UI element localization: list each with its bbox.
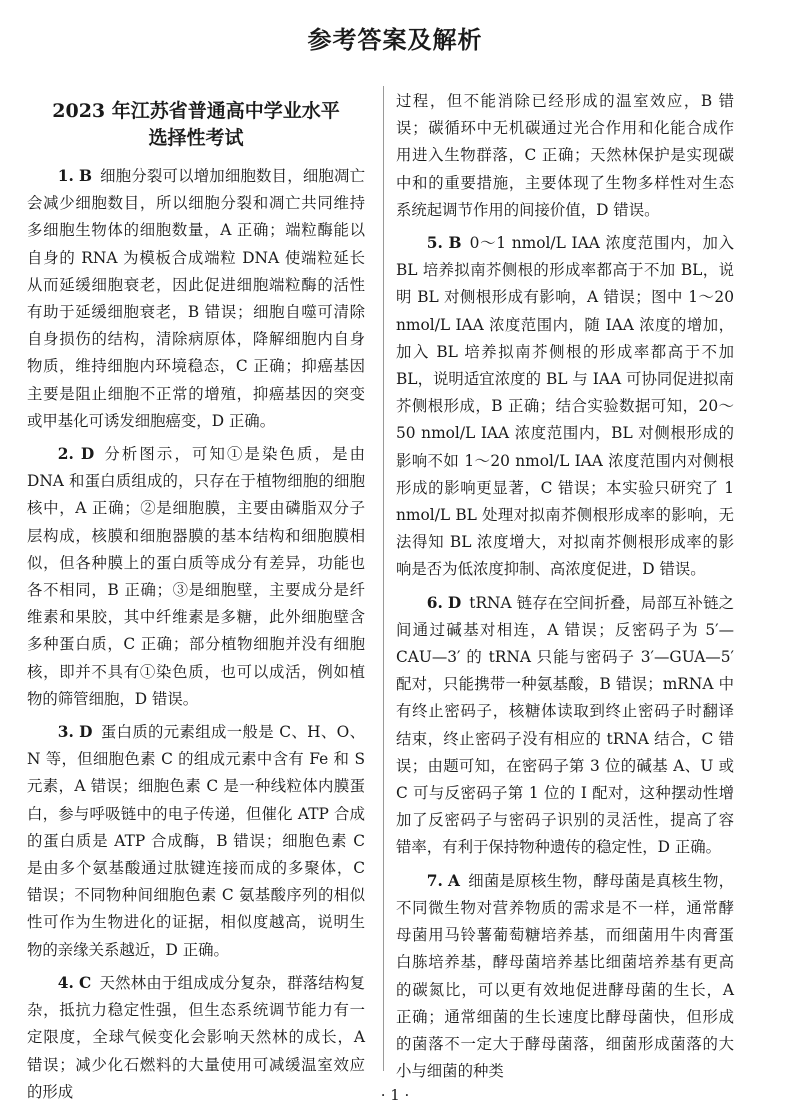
page-title: 参考答案及解析 xyxy=(307,26,483,54)
page-number: · 1 · xyxy=(380,1086,410,1104)
section-title xyxy=(27,98,365,152)
question-answer: D xyxy=(79,723,93,742)
answer-item-7 xyxy=(396,868,734,1086)
question-answer: D xyxy=(447,593,462,612)
question-number: 4. xyxy=(57,973,74,992)
answer-explanation: 天然林由于组成成分复杂，群落结构复杂，抵抗力稳定性强，但生态系统调节能力有一定限度，全球气候变化会影响天然林的成长，A 错误；减少化石燃料的大量使用可减缓温室效应的形成 xyxy=(27,973,365,1101)
column-divider xyxy=(383,86,384,1071)
answer-item-6 xyxy=(396,590,734,862)
question-answer: D xyxy=(80,445,95,464)
answer-item-5 xyxy=(396,230,734,584)
question-answer: B xyxy=(78,167,92,185)
answer-explanation: 细菌是原核生物，酵母菌是真核生物，不同微生物对营养物质的需求是不一样，通常酵母菌用马铃薯葡萄糖培养基，而细菌用牛肉膏蛋白胨培养基，酵母菌培养基比细菌培养基有更高的碳氮比，可以更有效地促进酵母菌的生长，A 正确；通常细菌的生长速度比酵母菌快，但形成的菌落不一定大于酵母菌落，细菌形成菌落的大小与细菌的种类 xyxy=(396,871,734,1081)
question-answer: B xyxy=(448,234,462,253)
question-number: 1. xyxy=(57,167,74,185)
question-number: 7. xyxy=(426,871,443,890)
section-title-line-1: 2023 年江苏省普通高中学业水平 xyxy=(52,100,340,122)
question-number: 3. xyxy=(57,723,74,742)
answer-explanation: tRNA 链存在空间折叠，局部互补链之间通过碱基对相连，A 错误；反密码子为 5′—CAU—3′ 的 tRNA 只能与密码子 3′—GUA—5′配对，只能携带一种氨基酸，B 错误；mRNA 中有终止密码子，核糖体读取到终止密码子时翻译结束，终止密码子没有相应的 tRNA 结合，C 错误；由题可知，在密码子第 3 位的碱基 A、U 或 C 可与反密码子第 1 位的 I 配对，这种摆动性增加了反密码子与密码子识别的灵活性，提高了容错率，有利于保持物种遗传的稳定性，D 正确。 xyxy=(396,593,734,857)
answer-item-2 xyxy=(27,441,365,713)
answer-item-1 xyxy=(27,163,365,435)
question-answer: C xyxy=(79,973,92,992)
answer-item-4-continued xyxy=(396,88,734,224)
answer-explanation: 细胞分裂可以增加细胞数目，细胞凋亡会减少细胞数目，所以细胞分裂和凋亡共同维持多细胞生物体的细胞数量，A 正确；端粒酶能以自身的 RNA 为模板合成端粒 DNA 使端粒延长从而延缓细胞衰老，因此促进细胞端粒酶的活性有助于延缓细胞衰老，B 错误；细胞自噬可清除自身损伤的结构，清除病原体，降解细胞内自身物质，维持细胞内环境稳态，C 正确；抑癌基因主要是阻止细胞不正常的增殖，抑癌基因的突变或甲基化可诱发细胞癌变，D 正确。 xyxy=(27,167,365,430)
left-column xyxy=(27,88,365,1112)
question-number: 5. xyxy=(426,234,443,253)
question-number: 6. xyxy=(426,593,443,612)
answer-explanation: 0～1 nmol/L IAA 浓度范围内，加入 BL 培养拟南芥侧根的形成率都高于不加 BL，说明 BL 对侧根形成有影响，A 错误；图中 1～20 nmol/L IAA 浓度范围内，随 IAA 浓度的增加，加入 BL 培养拟南芥侧根的形成率都高于不加 BL，说明适宜浓度的 BL 与 IAA 可协同促进拟南芥侧根形成，B 正确；结合实验数据可知，20～50 nmol/L IAA 浓度范围内，BL 对侧根形成的影响不如 1～20 nmol/L IAA 浓度范围内对侧根形成的影响更显著，C 错误；本实验只研究了 1 nmol/L BL 处理对拟南芥侧根形成率的影响，无法得知 BL 浓度增大，对拟南芥侧根形成率的影响是否为低浓度抑制、高浓度促进，D 错误。 xyxy=(396,234,734,579)
question-answer: A xyxy=(448,871,460,890)
answer-explanation: 蛋白质的元素组成一般是 C、H、O、N 等，但细胞色素 C 的组成元素中含有 Fe 和 S 元素，A 错误；细胞色素 C 是一种线粒体内膜蛋白，参与呼吸链中的电子传递，但催化 ATP 合成的蛋白质是 ATP 合成酶，B 错误；细胞色素 C 是由多个氨基酸通过肽键连接而成的多聚体，C 错误；不同物种间细胞色素 C 氨基酸序列的相似性可作为生物进化的证据，相似度越高，说明生物的亲缘关系越近，D 正确。 xyxy=(27,723,365,959)
answer-explanation: 过程，但不能消除已经形成的温室效应，B 错误；碳循环中无机碳通过光合作用和化能合成作用进入生物群落，C 正确；天然林保护是实现碳中和的重要措施，主要体现了生物多样性对生态系统起调节作用的间接价值，D 错误。 xyxy=(396,92,734,219)
answer-explanation: 分析图示，可知①是染色质，是由 DNA 和蛋白质组成的，只存在于植物细胞的细胞核中，A 正确；②是细胞膜，主要由磷脂双分子层构成，核膜和细胞器膜的基本结构和细胞膜相似，但各种膜上的蛋白质等成分有差异，功能也各不相同，B 正确；③是细胞壁，主要成分是纤维素和果胶，其中纤维素是多糖，此外细胞壁含多种蛋白质，C 正确；部分植物细胞并没有细胞核，即并不具有①染色质，也可以成活，例如植物的筛管细胞，D 错误。 xyxy=(27,445,365,708)
question-number: 2. xyxy=(57,445,74,464)
right-column xyxy=(396,88,734,1091)
answer-item-3 xyxy=(27,719,365,964)
section-title-line-2: 选择性考试 xyxy=(148,127,244,149)
